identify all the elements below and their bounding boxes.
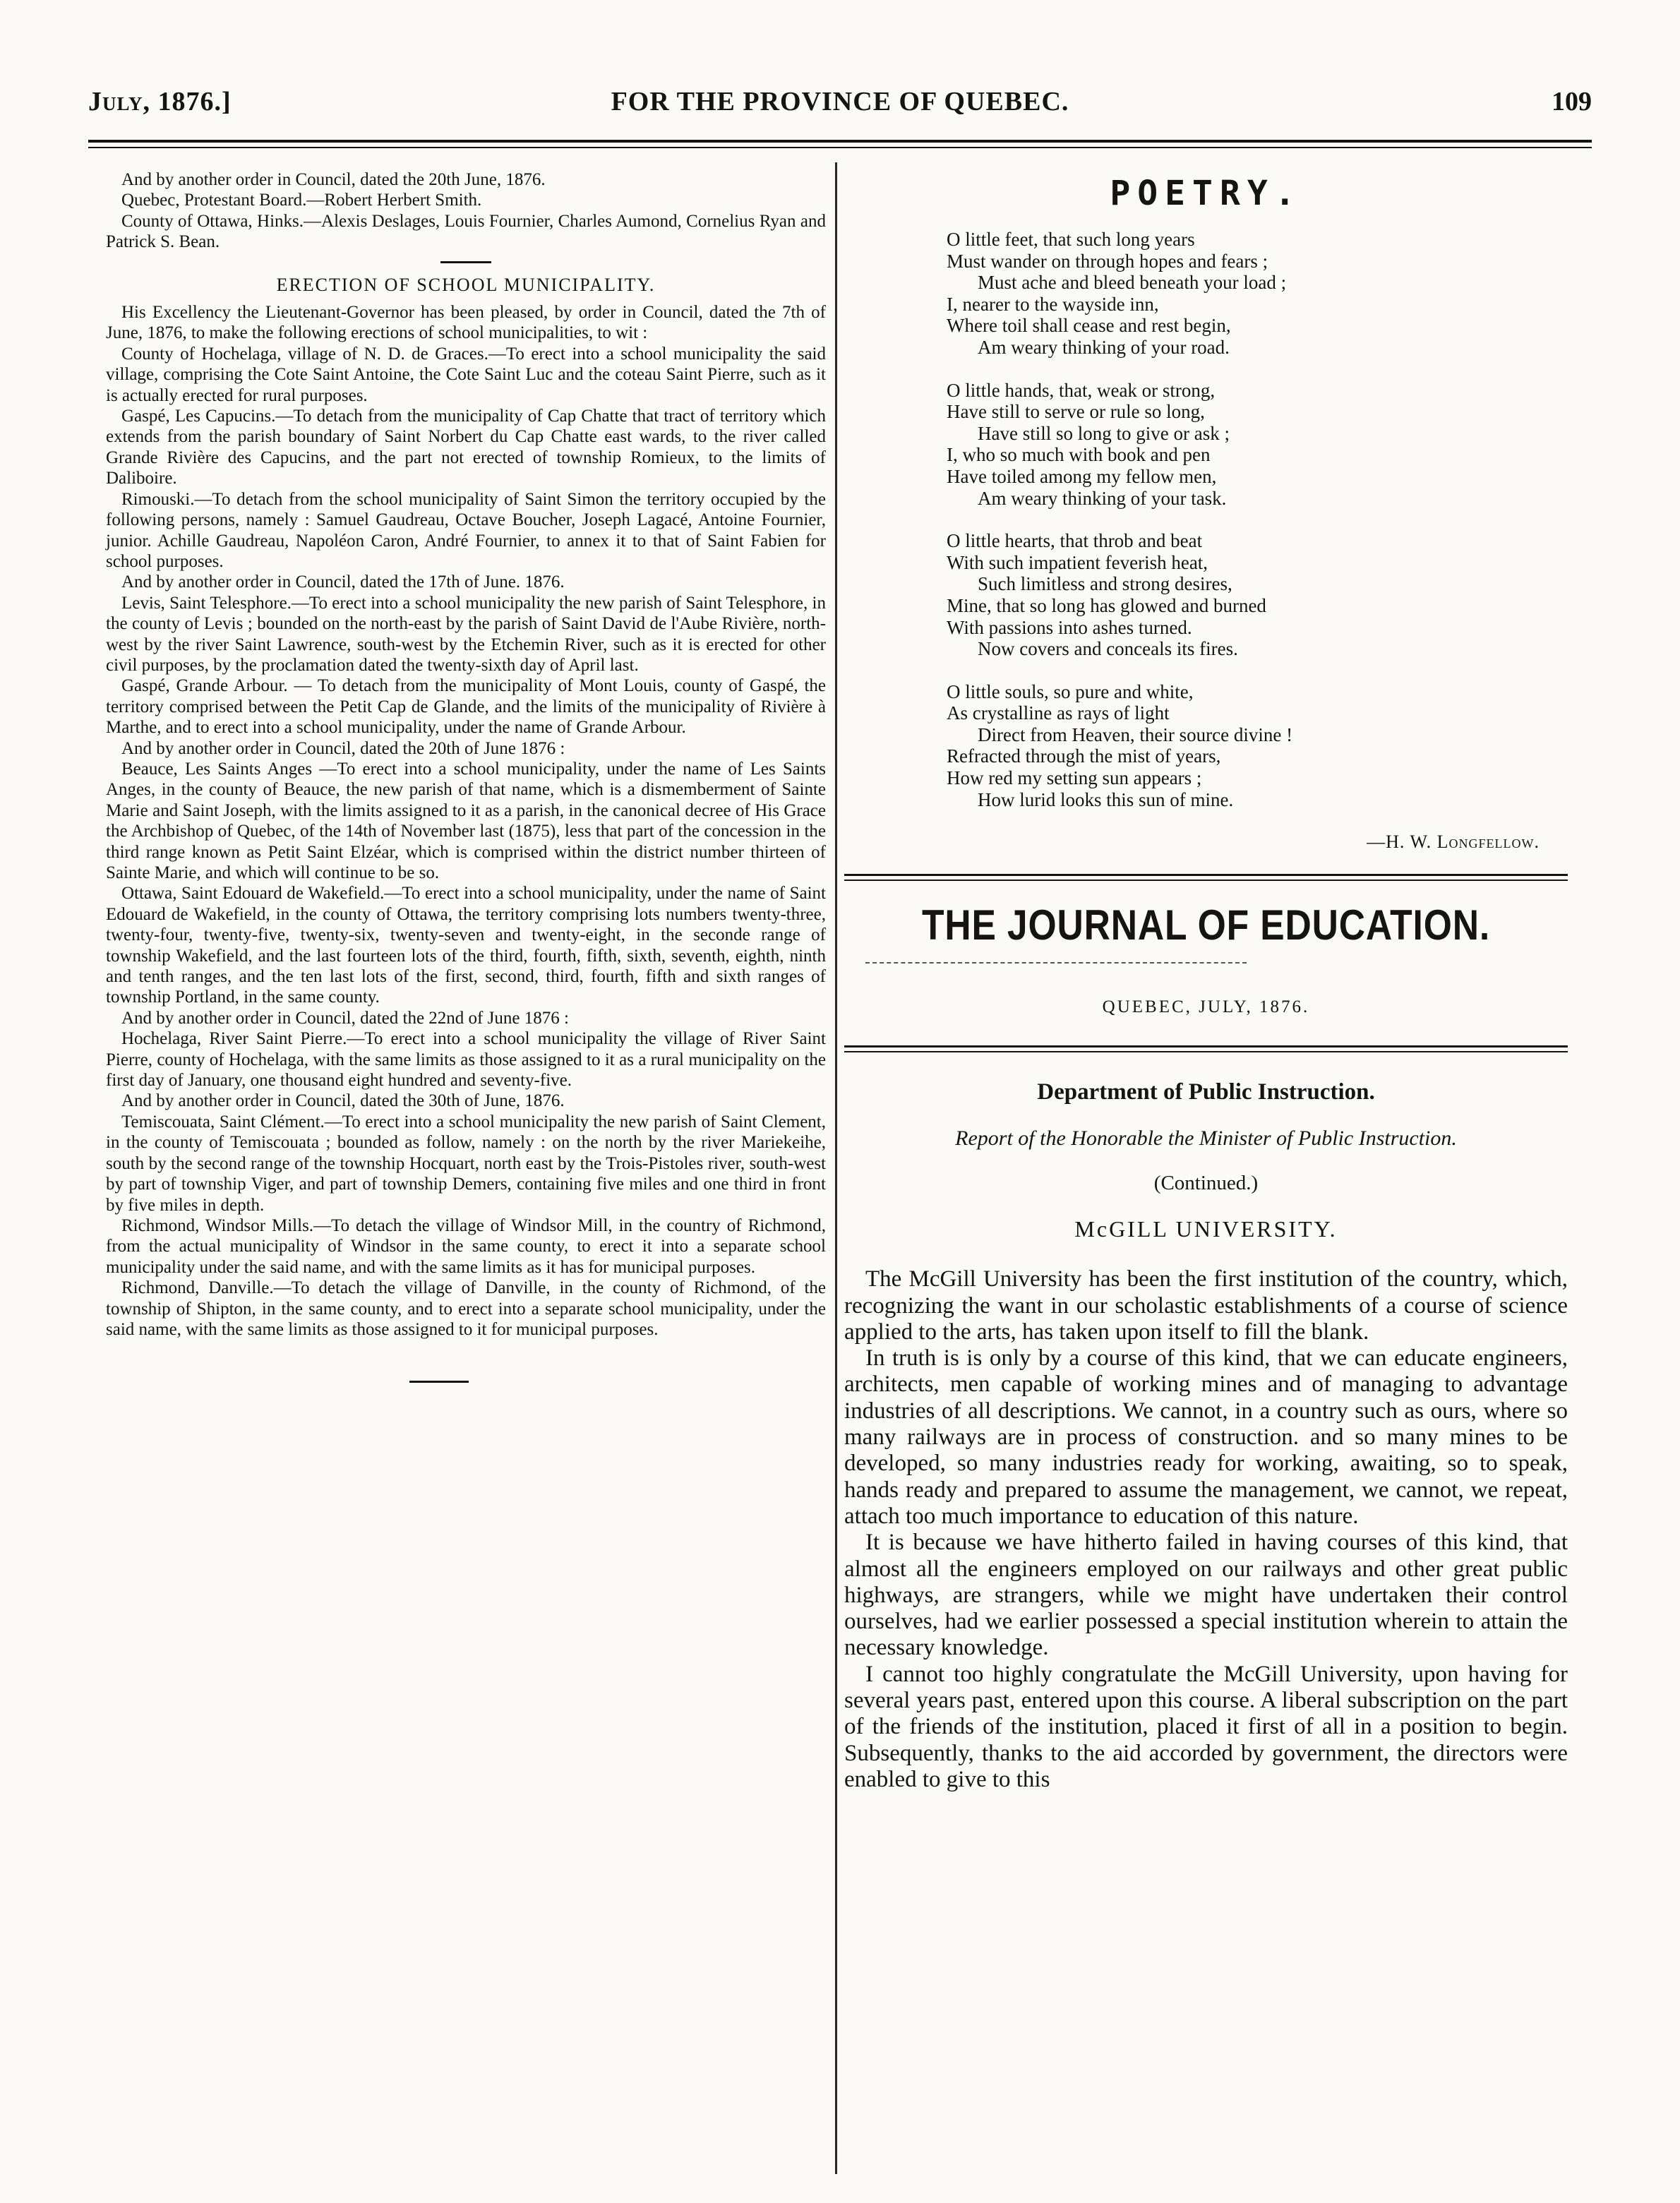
poem-line: Mine, that so long has glowed and burned — [947, 594, 1266, 616]
paragraph: The McGill University has been the first institution of the country, which, recognizing the want in our scholastic establishments of a course of science applied to the arts, has taken upon itself to fill the blank. — [844, 1266, 1568, 1345]
intro-line: And by another order in Council, dated the 20th June, 1876. — [121, 170, 546, 189]
left-column — [106, 169, 826, 1383]
poem-stanza — [947, 530, 1568, 660]
signature-prefix: —H. W. — [1367, 832, 1437, 853]
paragraph: And by another order in Council, dated the 17th of June. 1876. — [121, 572, 565, 592]
publication-title: FOR THE PROVINCE OF QUEBEC. — [611, 87, 1069, 116]
poem-line: Where toil shall cease and rest begin, — [947, 315, 1231, 337]
poem-line: Refracted through the mist of years, — [947, 745, 1221, 767]
paragraph: Beauce, Les Saints Anges —To erect into a school municipality, under the name of Les Saints Anges, in the county of Beauce, the new parish of that name, which is a dismemberment of Sainte Marie and Saint Joseph, with the limits assigned to it as a parish, in the canonical decree of His Grace the Archbishop of Quebec, of the 14th of November last (1875), less that part of the concession in the third range known as Petit Saint Elzéar, which is comprised within the district number thirteen of Sainte Marie, and which will continue to be so. — [106, 759, 826, 882]
paragraph: In truth is is only by a course of this kind, that we can educate engineers, architects, men capable of working mines and of managing to advantage industries of all descriptions. We cannot, in a country such as ours, where so many railways are in process of construction. and so many mines to be developed, so many industries ready for working, awaiting, so to speak, hands ready and prepared to assume the management, we cannot, we repeat, attach too much importance to education of this nature. — [844, 1345, 1568, 1529]
journal-title: THE JOURNAL OF EDUCATION. — [921, 901, 1491, 949]
paragraph: Gaspé, Les Capucins.—To detach from the municipality of Cap Chatte that tract of territory which extends from the parish boundary of Saint Norbert du Cap Chatte east wards, to the river called Grande Rivière des Capucins, and the part not erected of township Romieux, to the limits of Daliboire. — [106, 407, 826, 488]
poem-line: O little feet, that such long years — [947, 229, 1195, 250]
poem-line: Have still to serve or rule so long, — [947, 401, 1205, 423]
paragraph: Gaspé, Grande Arbour. — To detach from the municipality of Mont Louis, county of Gaspé, the territory comprised between the Petit Cap de Glande, and the limits of the municipality of Rivière à Marthe, and to erect into a school municipality, under the name of Grande Arbour. — [106, 676, 826, 738]
section-separator — [440, 261, 491, 263]
mcgill-article — [844, 1266, 1568, 1793]
report-title: Report of the Honorable the Minister of Public Instruction. — [955, 1127, 1457, 1151]
paragraph: And by another order in Council, dated the 22nd of June 1876 : — [121, 1008, 569, 1028]
poem-line: Have toiled among my fellow men, — [947, 465, 1217, 487]
issue-date: July, 1876.] — [88, 87, 232, 116]
column-divider — [835, 162, 837, 2174]
section-double-rule — [844, 1045, 1568, 1052]
dashed-rule — [865, 962, 1247, 964]
paragraph: Levis, Saint Telesphore.—To erect into a school municipality the new parish of Saint Telesphore, in the county of Levis ; bounded on the north-east by the parish of Saint David de l'Aube Rivière, north-west by the river Saint Lawrence, south-west by the Etchemin River, such as it is erected for other civil purposes, by the proclamation dated the twenty-sixth day of April last. — [106, 593, 826, 675]
section-title: ERECTION OF SCHOOL MUNICIPALITY. — [276, 274, 656, 295]
poem-line: O little hearts, that throb and beat — [947, 530, 1203, 552]
poem-line: Now covers and conceals its fires. — [978, 638, 1238, 660]
poem-line: I, nearer to the wayside inn, — [947, 293, 1159, 315]
poem-line: With such impatient feverish heat, — [947, 551, 1208, 573]
poem-line: Am weary thinking of your task. — [978, 487, 1227, 509]
poem-stanza — [947, 229, 1568, 359]
paragraph: Hochelaga, River Saint Pierre.—To erect into a school municipality the village of River Saint Pierre, county of Hochelaga, with the same limits as those assigned to it as a rural municipality on the first day of January, one thousand eight hundred and seventy-five. — [106, 1029, 826, 1091]
department-heading: Department of Public Instruction. — [1037, 1079, 1375, 1105]
paragraph: County of Hochelaga, village of N. D. de Graces.—To erect into a school municipality the said village, comprising the Cote Saint Antoine, the Cote Saint Luc and the coteau Saint Pierre, such as it is actually erected for rural purposes. — [106, 344, 826, 405]
poem-line: O little hands, that, weak or strong, — [947, 379, 1216, 401]
paragraph: Richmond, Danville.—To detach the village of Danville, in the county of Richmond, of the township of Shipton, in the same county, and to erect into a separate school municipality, under the said name, with the same limits as those assigned to it for municipal purposes. — [106, 1278, 826, 1339]
poem-line: Must wander on through hopes and fears ; — [947, 250, 1268, 272]
paragraph: It is because we have hitherto failed in having courses of this kind, that almost all the engineers employed on our railways and other great public highways, are strangers, while we might have undertaken their control ourselves, had we earlier possessed a special institution wherein to attain the necessary knowledge. — [844, 1530, 1568, 1661]
mcgill-heading: McGILL UNIVERSITY. — [1074, 1216, 1338, 1242]
paragraph: And by another order in Council, dated the 30th of June, 1876. — [121, 1091, 565, 1111]
paragraph: I cannot too highly congratulate the McGill University, upon having for several years past, entered upon this course. A liberal subscription on the part of the friends of the institution, placed it first of all in a position to begin. Subsequently, thanks to the aid accorded by government, the directors were enabled to give to this — [844, 1661, 1568, 1792]
poem-line: With passions into ashes turned. — [947, 616, 1192, 638]
header-rule-thick — [88, 140, 1592, 143]
paragraph: And by another order in Council, dated the 20th of June 1876 : — [121, 738, 565, 758]
column-end-rule — [409, 1381, 469, 1383]
continued-note: (Continued.) — [1153, 1172, 1259, 1195]
section-double-rule — [844, 874, 1568, 881]
dateline: QUEBEC, JULY, 1876. — [1102, 997, 1310, 1017]
signature-name: Longfellow. — [1436, 832, 1540, 853]
poem — [947, 229, 1568, 810]
poem-line: Have still so long to give or ask ; — [978, 422, 1230, 444]
header-rule-thin — [88, 147, 1592, 148]
poem-line: How lurid looks this sun of mine. — [978, 788, 1234, 810]
paragraph: Ottawa, Saint Edouard de Wakefield.—To erect into a school municipality, under the name of Saint Edouard de Wakefield, in the county of Ottawa, the territory comprising lots numbers twenty-three, twenty-four, twenty-five, twenty-six, twenty-seven and twenty-eight, in the seconde range of township Wakefield, and the last fourteen lots of the third, fourth, fifth, sixth, seventh, eighth, ninth and tenth ranges, and the ten last lots of the first, second, third, fourth, fifth and sixth ranges of township Portland, in the same county. — [106, 884, 826, 1007]
poetry-heading: POETRY. — [1110, 174, 1302, 213]
poem-line: As crystalline as rays of light — [947, 702, 1170, 724]
paragraph: Rimouski.—To detach from the school municipality of Saint Simon the territory occupied by the following persons, namely : Samuel Gaudreau, Octave Boucher, Joseph Lagacé, Antoine Fournier, junior. Achille Gaudreau, Napoléon Caron, André Fournier, to annex it to that of Saint Fabien for school purposes. — [106, 489, 826, 571]
right-column — [844, 169, 1568, 1793]
paragraph: His Excellency the Lieutenant-Governor has been pleased, by order in Council, dated the 7th of June, 1876, to make the following erections of school municipalities, to wit : — [106, 303, 826, 343]
poem-stanza — [947, 380, 1568, 510]
paragraph: Richmond, Windsor Mills.—To detach the village of Windsor Mill, in the country of Richmond, from the actual municipality of Windsor in the same county, to erect it into a separate school municipality under the said name, and with the same limits as it has for municipal purposes. — [106, 1215, 826, 1277]
poem-line: How red my setting sun appears ; — [947, 767, 1202, 789]
poem-line: O little souls, so pure and white, — [947, 680, 1194, 702]
poem-line: Am weary thinking of your road. — [978, 336, 1230, 358]
poem-signature — [844, 832, 1540, 853]
poem-line: Direct from Heaven, their source divine ! — [978, 724, 1293, 745]
page-number: 109 — [1552, 87, 1592, 116]
intro-line: County of Ottawa, Hinks.—Alexis Deslages, Louis Fournier, Charles Aumond, Cornelius Ryan and Patrick S. Bean. — [106, 211, 826, 252]
poem-line: Such limitless and strong desires, — [978, 573, 1232, 595]
poem-line: I, who so much with book and pen — [947, 444, 1211, 466]
intro-line: Quebec, Protestant Board.—Robert Herbert Smith. — [121, 191, 482, 210]
running-head — [88, 79, 1592, 121]
poem-line: Must ache and bleed beneath your load ; — [978, 272, 1287, 294]
poem-stanza — [947, 681, 1568, 811]
paragraph: Temiscouata, Saint Clément.—To erect into a school municipality the new parish of Saint Clement, in the county of Temiscouata ; bounded as follow, namely : on the north by the river Mariekeihe, south by the second range of the township Hocquart, north east by the Trois-Pistoles river, south-west by part of township Viger, and part of township Demers, containing five miles and one third in front by five miles in depth. — [106, 1112, 826, 1215]
